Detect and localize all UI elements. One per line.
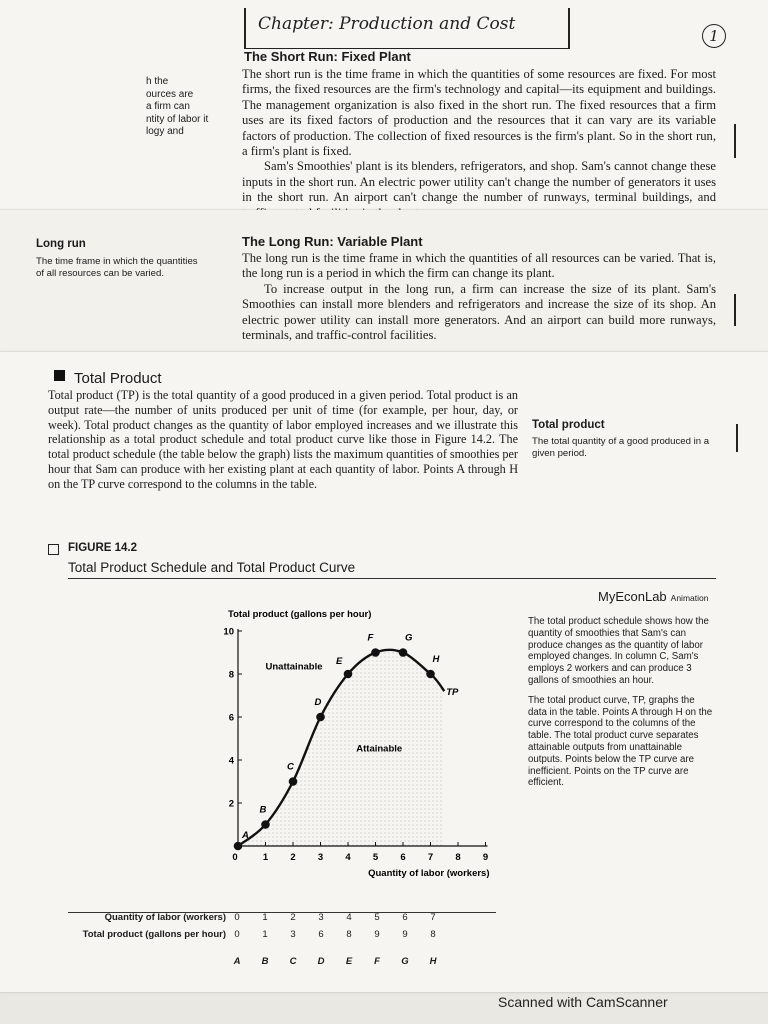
labor-cell: 7 (430, 912, 436, 923)
column-letter: F (374, 956, 380, 967)
caption-paragraph-1: The total product schedule shows how the quantity of smoothies that Sam's can produce changes as the quantity of labor employed changes. In column C, Sam's employs 2 workers and can produce 3 gallons of smoothies an hour. (528, 616, 709, 686)
labor-row-label: Quantity of labor (workers) (104, 912, 226, 923)
margin-fragment-line: ources are (146, 88, 194, 100)
product-cell: 3 (290, 929, 296, 940)
data-point-c (289, 777, 298, 786)
short-run-body (242, 67, 716, 221)
tp-curve-label: TP (446, 687, 459, 699)
column-letter: G (401, 956, 409, 967)
pen-margin-mark (734, 294, 736, 326)
y-tick-label: 6 (228, 712, 234, 724)
myeconlab-badge (598, 588, 708, 606)
y-tick-label: 2 (228, 798, 234, 810)
long-run-margin-term: Long run (36, 238, 86, 250)
handwritten-page-number: 1 (702, 24, 726, 48)
data-point-d (316, 713, 325, 722)
margin-fragment-line: logy and (146, 126, 184, 137)
product-cell: 0 (234, 929, 240, 940)
attainable-region (238, 650, 444, 846)
column-letter: C (289, 956, 297, 967)
margin-fragment-line: h the (146, 76, 169, 87)
data-point-f (371, 648, 380, 657)
handwritten-chapter-title: Chapter: Production and Cost (258, 14, 516, 34)
page-sheet-long-run (0, 210, 768, 360)
short-run-paragraph-2: Sam's Smoothies' plant is its blenders, refrigerators, and shop. Sam's cannot change these inputs in the short run. An electric power utility can't change the number of generators it uses in the short run. An airport can't change the number of runways, terminal buildings, and (242, 159, 716, 205)
y-tick-label: 4 (228, 755, 234, 767)
x-tick-label: 0 (232, 852, 238, 863)
long-run-heading: The Long Run: Variable Plant (242, 234, 423, 249)
myeconlab-label: MyEconLab (598, 589, 667, 604)
total-product-margin-definition: The total quantity of a good produced in a given period. (532, 436, 710, 459)
point-label-a: A (242, 830, 249, 841)
y-tick-label: 10 (223, 626, 234, 638)
total-product-body: Total product (TP) is the total quantity of a good produced in a given period. Total product is an output rate—the number of units produced per unit of time (for example, per hour, day, or week). Total product changes as the quantity of labor employed increases and we illustrate this relationship as a total product schedule and total product curve like those in Figure 14.2. The total product schedule (the table below the graph) lists the maximum quantities of smoothies per hour that Sam can produce with her existing plant at each quantity of labor. Points A through H on the TP curve correspond to the columns in the table. (48, 388, 518, 491)
x-tick-label: 8 (455, 852, 461, 863)
unattainable-label: Unattainable (265, 661, 323, 673)
figure-label: FIGURE 14.2 (68, 542, 138, 554)
data-point-g (399, 648, 408, 657)
y-axis-label: Total product (gallons per hour) (228, 609, 372, 620)
pen-margin-mark (734, 124, 736, 158)
x-tick-label: 4 (345, 852, 351, 863)
total-product-heading: Total Product (74, 370, 162, 387)
long-run-margin-definition: The time frame in which the quantities of all resources can be varied. (36, 256, 198, 279)
point-label-h: H (432, 654, 440, 665)
x-tick-label: 9 (482, 852, 489, 863)
product-cell: 9 (374, 929, 380, 940)
total-product-schedule (0, 910, 520, 980)
labor-cell: 3 (318, 912, 324, 923)
margin-fragment-line: ntity of labor it (146, 113, 209, 125)
point-label-e: E (336, 656, 343, 667)
scanner-watermark: Scanned with CamScanner (498, 994, 668, 1010)
figure-caption (528, 616, 713, 797)
margin-fragment-line: a firm can (146, 101, 190, 112)
margin-text-fragment (146, 76, 208, 139)
labor-cell: 2 (290, 912, 296, 923)
x-tick-label: 6 (400, 852, 406, 863)
data-point-h (426, 670, 435, 679)
column-letter: D (317, 956, 325, 967)
labor-cell: 6 (402, 912, 408, 923)
column-letter: E (345, 956, 353, 967)
point-label-g: G (405, 632, 413, 644)
short-run-paragraph-1: The short run is the time frame in which the quantities of some resources are fixed. For most firms, the fixed resources are the firm's technology and capital—its equipment and buildings. The management organization is also fixed in the short run. The fixed resources that a firm uses are its fixed factors of production and the resources that it can vary are its variable factors of production. The collection of fixed resources is the firm's plant. So in the short run, a firm's plant is fixed. (242, 67, 716, 159)
column-letter: H (429, 956, 437, 967)
y-tick-label: 8 (228, 669, 234, 681)
pen-margin-mark (736, 424, 738, 452)
labor-cell: 4 (346, 912, 352, 923)
total-product-margin-term: Total product (532, 419, 605, 431)
labor-cell: 0 (234, 912, 240, 923)
column-letter: A (233, 956, 241, 967)
x-tick-label: 7 (427, 852, 434, 863)
page-sheet-short-run (0, 0, 768, 236)
column-letter: B (261, 956, 269, 967)
data-point-e (344, 670, 353, 679)
product-cell: 8 (346, 929, 352, 940)
section-square-bullet (54, 370, 65, 381)
short-run-heading: The Short Run: Fixed Plant (244, 49, 411, 64)
x-tick-label: 3 (317, 852, 324, 863)
long-run-body (242, 251, 716, 343)
x-tick-label: 1 (262, 852, 269, 863)
product-cell: 9 (402, 929, 408, 940)
figure-rule (68, 578, 716, 579)
caption-paragraph-2: The total product curve, TP, graphs the data in the table. Points A through H on the curve correspond to the columns of the table. The total product curve separates attainable outputs from unattainable outputs. Points below the TP curve are inefficient. Points on the TP curve are efficient. (528, 694, 713, 789)
product-cell: 1 (262, 929, 268, 940)
product-cell: 6 (318, 929, 324, 940)
data-point-a (234, 842, 243, 851)
product-row-label: Total product (gallons per hour) (82, 929, 226, 940)
x-axis-label: Quantity of labor (workers) (368, 868, 490, 879)
x-tick-label: 2 (290, 852, 296, 863)
figure-icon (48, 544, 59, 555)
x-tick-label: 5 (372, 852, 379, 863)
labor-cell: 5 (374, 912, 380, 923)
long-run-paragraph-1: The long run is the time frame in which the quantities of all resources can be varied. That is, the long run is a period in which the firm can change its plant. (242, 251, 716, 281)
animation-label: Animation (670, 593, 709, 603)
labor-cell: 1 (262, 912, 268, 923)
total-product-chart (200, 600, 520, 900)
data-point-b (261, 820, 270, 829)
point-label-b: B (259, 804, 267, 816)
attainable-label: Attainable (356, 743, 403, 755)
point-label-d: D (314, 697, 322, 708)
page-sheet-total-product (0, 352, 768, 992)
figure-title: Total Product Schedule and Total Product Curve (68, 560, 356, 575)
product-cell: 8 (430, 929, 436, 940)
long-run-paragraph-2: To increase output in the long run, a firm can increase the size of its plant. Sam's Smoothies can install more blenders and refrigerators and increase the size of its shop. An electric power utility can install more generators. And an airport can build more runways, terminals, and traffic-control facilities. (242, 281, 716, 343)
point-label-c: C (287, 761, 294, 773)
point-label-f: F (367, 632, 374, 644)
